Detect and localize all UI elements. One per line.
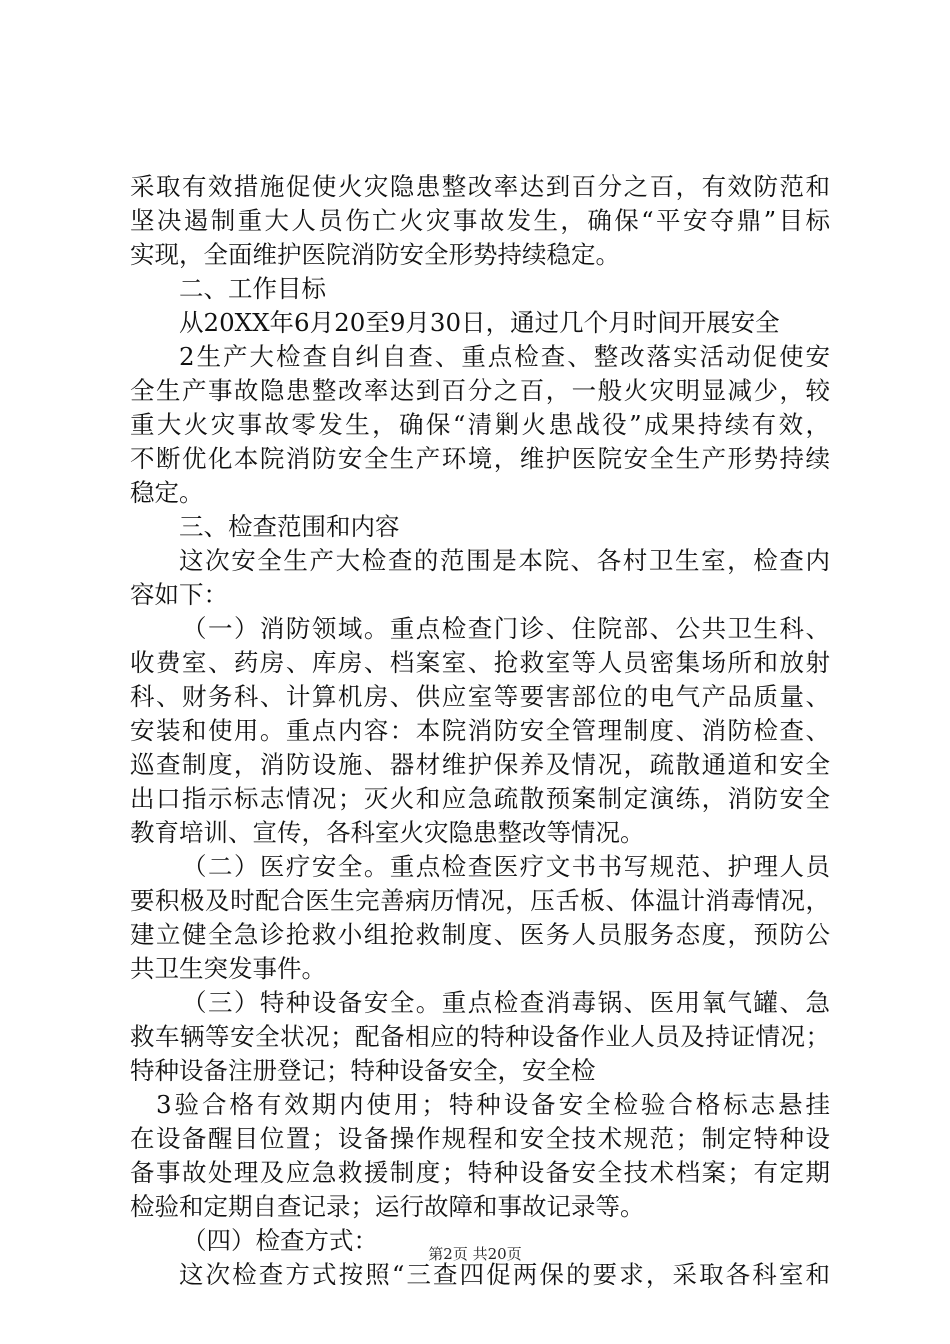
text-line: 这次检查方式按照“三查四促两保的要求，采取各科室和	[179, 1260, 830, 1289]
text-line: 科、财务科、计算机房、供应室等要害部位的电气产品质量、	[130, 682, 830, 711]
text-line: 重大火灾事故零发生，确保“清剿火患战役”成果持续有效，	[130, 410, 830, 439]
text-line: （一）消防领域。重点检查门诊、住院部、公共卫生科、	[182, 614, 830, 643]
text-line: 巡查制度，消防设施、器材维护保养及情况，疏散通道和安全	[130, 750, 830, 779]
text-line: （三）特种设备安全。重点检查消毒锅、医用氧气罐、急	[182, 988, 830, 1017]
document-body	[130, 170, 830, 1292]
text-line: 坚决遏制重大人员伤亡火灾事故发生，确保“平安夺鼎”目标	[130, 206, 830, 235]
text-line: 采取有效措施促使火灾隐患整改率达到百分之百，有效防范和	[130, 172, 830, 201]
text-line: 这次安全生产大检查的范围是本院、各村卫生室，检查内	[179, 546, 830, 575]
text-line: 建立健全急诊抢救小组抢救制度、医务人员服务态度，预防公	[130, 920, 830, 949]
text-line: 三、检查范围和内容	[179, 512, 400, 541]
text-line: 从20XX年6月20至9月30日，通过几个月时间开展安全	[179, 308, 780, 337]
page-footer: 第2页 共20页	[428, 1245, 522, 1263]
text-line: 共卫生突发事件。	[130, 954, 326, 983]
text-line: 稳定。	[130, 478, 204, 507]
text-line: 在设备醒目位置；设备操作规程和安全技术规范；制定特种设	[130, 1124, 830, 1153]
text-line: 安装和使用。重点内容：本院消防安全管理制度、消防检查、	[130, 716, 830, 745]
text-line: （二）医疗安全。重点检查医疗文书书写规范、护理人员	[182, 852, 830, 881]
text-line: 出口指示标志情况；灭火和应急疏散预案制定演练，消防安全	[130, 784, 830, 813]
text-line: 教育培训、宣传，各科室火灾隐患整改等情况。	[130, 818, 645, 847]
text-line: 实现，全面维护医院消防安全形势持续稳定。	[130, 240, 620, 269]
text-line: 全生产事故隐患整改率达到百分之百，一般火灾明显减少，较	[130, 376, 830, 405]
text-line: 特种设备注册登记；特种设备安全，安全检	[130, 1056, 596, 1085]
text-line: 2生产大检查自纠自查、重点检查、整改落实活动促使安	[179, 342, 830, 371]
text-line: 二、工作目标	[179, 274, 326, 303]
text-line: 收费室、药房、库房、档案室、抢救室等人员密集场所和放射	[130, 648, 830, 677]
text-line: 检验和定期自查记录；运行故障和事故记录等。	[130, 1192, 645, 1221]
text-line: 3验合格有效期内使用；特种设备安全检验合格标志悬挂	[156, 1090, 830, 1119]
text-line: 要积极及时配合医生完善病历情况，压舌板、体温计消毒情况，	[130, 886, 830, 915]
text-line: 救车辆等安全状况；配备相应的特种设备作业人员及持证情况；	[130, 1022, 830, 1051]
text-line: 容如下：	[130, 580, 228, 609]
text-line: 备事故处理及应急救援制度；特种设备安全技术档案；有定期	[130, 1158, 830, 1187]
text-line: 不断优化本院消防安全生产环境，维护医院安全生产形势持续	[130, 444, 830, 473]
text-line: （四）检查方式：	[182, 1226, 378, 1255]
